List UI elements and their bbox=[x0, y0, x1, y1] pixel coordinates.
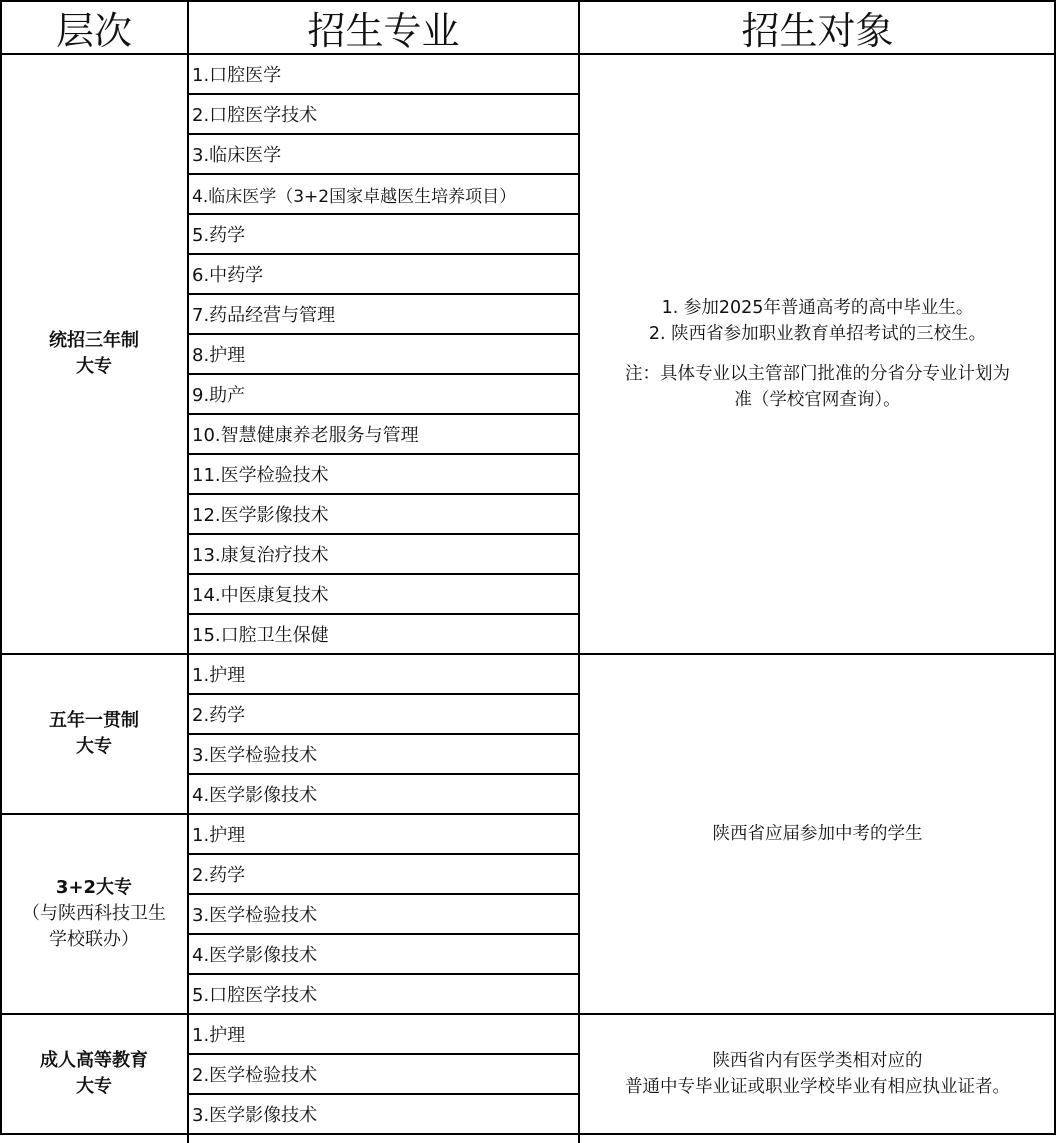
major-cell: 1.护理 bbox=[192, 665, 246, 686]
grid-line bbox=[187, 253, 580, 255]
major-cell: 6.中药学 bbox=[192, 265, 264, 286]
major-cell: 3.医学影像技术 bbox=[192, 1105, 318, 1126]
major-cell: 7.药品经营与管理 bbox=[192, 305, 336, 326]
grid-line bbox=[187, 933, 580, 935]
grid-line bbox=[187, 533, 580, 535]
grid-line bbox=[187, 613, 580, 615]
major-cell: 2.医学检验技术 bbox=[192, 1065, 318, 1086]
major-cell: 15.口腔卫生保健 bbox=[192, 625, 329, 646]
major-cell: 12.医学影像技术 bbox=[192, 505, 329, 526]
header-majors: 招生专业 bbox=[307, 8, 460, 53]
level-cell-tongzhao bbox=[0, 54, 188, 654]
target-note-line: 准（学校官网查询）。 bbox=[734, 390, 901, 410]
major-cell: 1.护理 bbox=[192, 1025, 246, 1046]
major-cell: 2.口腔医学技术 bbox=[192, 105, 318, 126]
grid-line bbox=[187, 213, 580, 215]
grid-line bbox=[187, 373, 580, 375]
grid-line bbox=[187, 0, 189, 1143]
major-cell: 11.医学检验技术 bbox=[192, 465, 329, 486]
target-line: 1. 参加2025年普通高考的高中毕业生。 bbox=[661, 298, 974, 318]
grid-line bbox=[0, 653, 1056, 655]
target-cell-general bbox=[579, 54, 1056, 654]
major-cell: 3.临床医学 bbox=[192, 145, 282, 166]
grid-line bbox=[0, 1133, 1056, 1135]
grid-line bbox=[187, 973, 580, 975]
level-line: 大专 bbox=[76, 736, 112, 757]
level-cell-five-year bbox=[0, 654, 188, 814]
target-cell-junior bbox=[579, 654, 1056, 1014]
level-line: 统招三年制 bbox=[49, 330, 139, 351]
target-cell-adult bbox=[579, 1014, 1056, 1134]
grid-line bbox=[187, 333, 580, 335]
grid-line bbox=[578, 0, 580, 1143]
major-cell: 2.药学 bbox=[192, 865, 246, 886]
grid-line bbox=[0, 813, 580, 815]
grid-line bbox=[187, 893, 580, 895]
header-level: 层次 bbox=[55, 8, 132, 53]
grid-line bbox=[187, 453, 580, 455]
level-line: 学校联办） bbox=[49, 929, 139, 950]
level-line: 大专 bbox=[76, 356, 112, 377]
target-line: 陕西省应届参加中考的学生 bbox=[712, 824, 923, 844]
grid-line bbox=[187, 853, 580, 855]
level-cell-adult bbox=[0, 1014, 188, 1134]
grid-line bbox=[187, 573, 580, 575]
grid-line bbox=[187, 1093, 580, 1095]
major-cell: 5.药学 bbox=[192, 225, 246, 246]
grid-line bbox=[187, 693, 580, 695]
major-cell: 3.医学检验技术 bbox=[192, 905, 318, 926]
grid-line bbox=[187, 293, 580, 295]
grid-line bbox=[0, 0, 1056, 2]
target-line: 2. 陕西省参加职业教育单招考试的三校生。 bbox=[648, 324, 987, 344]
level-line: （与陕西科技卫生 bbox=[22, 903, 166, 924]
major-cell: 8.护理 bbox=[192, 345, 246, 366]
major-cell: 5.口腔医学技术 bbox=[192, 985, 318, 1006]
grid-line bbox=[0, 1013, 1056, 1015]
major-cell: 1.口腔医学 bbox=[192, 65, 282, 86]
grid-line bbox=[187, 93, 580, 95]
major-cell: 2.药学 bbox=[192, 705, 246, 726]
grid-line bbox=[187, 733, 580, 735]
target-line: 陕西省内有医学类相对应的 bbox=[712, 1051, 923, 1071]
level-line: 大专 bbox=[76, 1076, 112, 1097]
grid-line bbox=[187, 173, 580, 175]
header-target: 招生对象 bbox=[741, 8, 894, 53]
major-cell: 4.临床医学（3+2国家卓越医生培养项目） bbox=[192, 186, 517, 207]
major-cell: 4.医学影像技术 bbox=[192, 945, 318, 966]
level-line: 五年一贯制 bbox=[49, 710, 139, 731]
level-line: 3+2大专 bbox=[55, 877, 133, 898]
major-cell: 3.医学检验技术 bbox=[192, 745, 318, 766]
major-cell: 4.医学影像技术 bbox=[192, 785, 318, 806]
grid-line bbox=[187, 1053, 580, 1055]
grid-line bbox=[0, 0, 2, 1134]
target-line: 普通中专毕业证或职业学校毕业有相应执业证者。 bbox=[625, 1077, 1010, 1097]
level-cell-three-plus-two bbox=[0, 814, 188, 1014]
grid-line bbox=[187, 413, 580, 415]
major-cell: 9.助产 bbox=[192, 385, 246, 406]
grid-line bbox=[187, 133, 580, 135]
grid-line bbox=[187, 493, 580, 495]
major-cell: 13.康复治疗技术 bbox=[192, 545, 329, 566]
major-cell: 14.中医康复技术 bbox=[192, 585, 329, 606]
grid-line bbox=[0, 53, 1056, 55]
major-cell: 10.智慧健康养老服务与管理 bbox=[192, 425, 419, 446]
level-line: 成人高等教育 bbox=[40, 1050, 148, 1071]
target-note-line: 注：具体专业以主管部门批准的分省分专业计划为 bbox=[625, 364, 1010, 384]
major-cell: 1.护理 bbox=[192, 825, 246, 846]
grid-line bbox=[187, 773, 580, 775]
